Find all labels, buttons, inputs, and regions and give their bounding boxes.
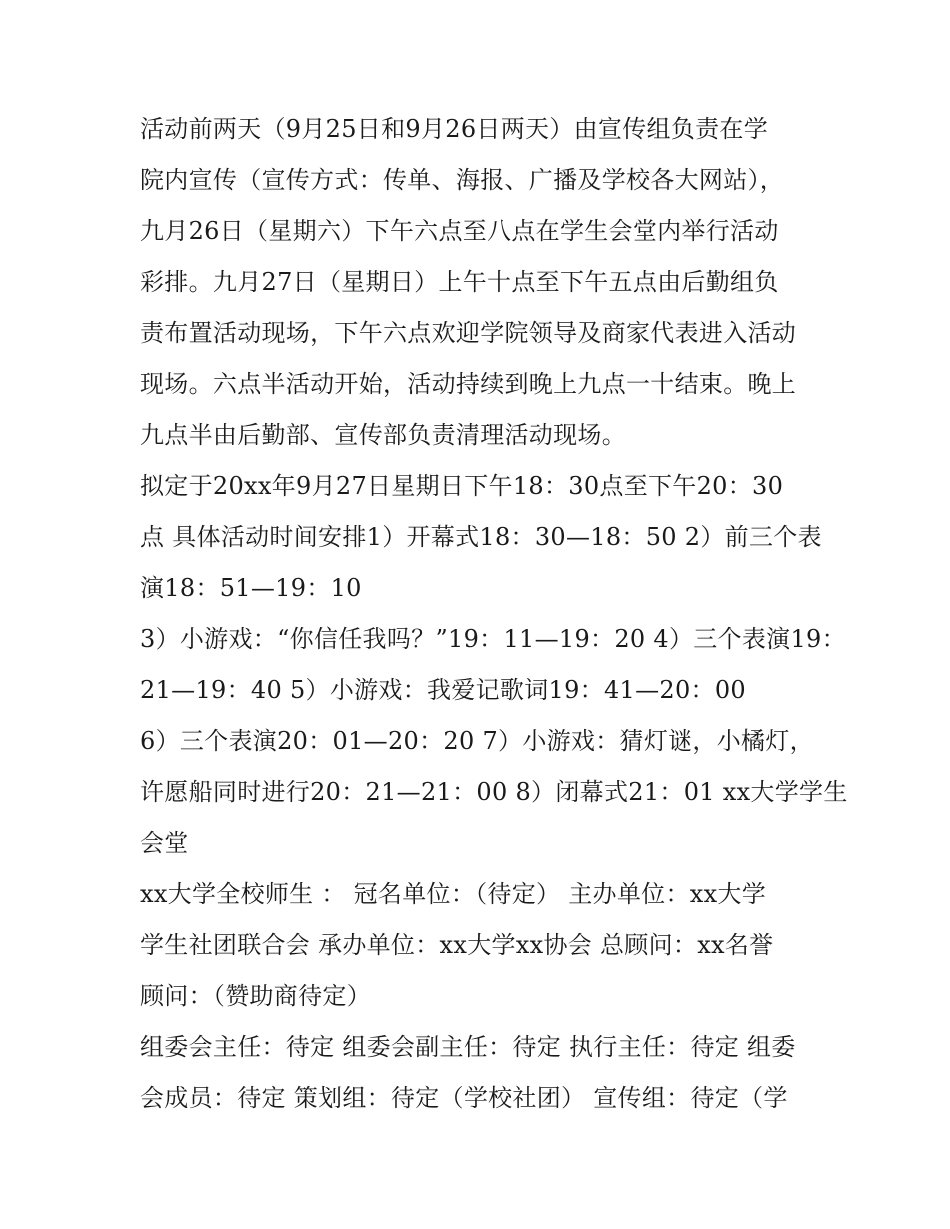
paragraph-schedule-overview [140,104,820,461]
text-line: 组委会主任：待定 组委会副主任：待定 执行主任：待定 组委 [140,1033,796,1061]
text-line: 拟定于20xx年9月27日星期日下午18：30点至下午20：30 [140,472,784,500]
text-line: xx大学全校师生 ： 冠名单位：（待定） 主办单位：xx大学 [140,880,767,908]
text-line: 21—19：40 5）小游戏：我爱记歌词19：41—20：00 [140,676,746,704]
text-line: 学生社团联合会 承办单位：xx大学xx协会 总顾问：xx名誉 [140,931,774,959]
paragraph-program-part-3 [140,716,848,869]
paragraph-program-part-2 [140,614,846,716]
text-line: 6）三个表演20：01—20：20 7）小游戏：猜灯谜，小橘灯， [140,727,814,755]
text-line: 许愿船同时进行20：21—21：00 8）闭幕式21：01 xx大学学生 [140,778,848,806]
text-line: 顾问：（赞助商待定） [140,982,371,1010]
paragraph-committee [140,1022,820,1124]
text-line: 会堂 [140,829,189,857]
text-line: 3）小游戏：“你信任我吗？”19：11—19：20 4）三个表演19： [140,625,846,653]
text-line: 活动前两天（9月25日和9月26日两天）由宣传组负责在学 [140,115,769,143]
text-line: 彩排。九月27日（星期日）上午十点至下午五点由后勤组负 [140,268,779,296]
text-line: 点 具体活动时间安排1）开幕式18：30—18：50 2）前三个表 [140,523,822,551]
paragraph-event-time [140,461,820,614]
text-line: 演18：51—19：10 [140,574,362,602]
text-line: 会成员：待定 策划组：待定（学校社团） 宣传组：待定（学 [140,1084,788,1112]
text-line: 九月26日（星期六）下午六点至八点在学生会堂内举行活动 [140,217,779,245]
paragraph-organizers [140,869,820,1022]
text-line: 责布置活动现场，下午六点欢迎学院领导及商家代表进入活动 [140,319,797,347]
text-line: 现场。六点半活动开始，活动持续到晚上九点一十结束。晚上 [140,370,797,398]
text-line: 九点半由后勤部、宣传部负责清理活动现场。 [140,421,626,449]
document-body [140,104,848,1124]
text-line: 院内宣传（宣传方式：传单、海报、广播及学校各大网站）， [140,166,785,194]
